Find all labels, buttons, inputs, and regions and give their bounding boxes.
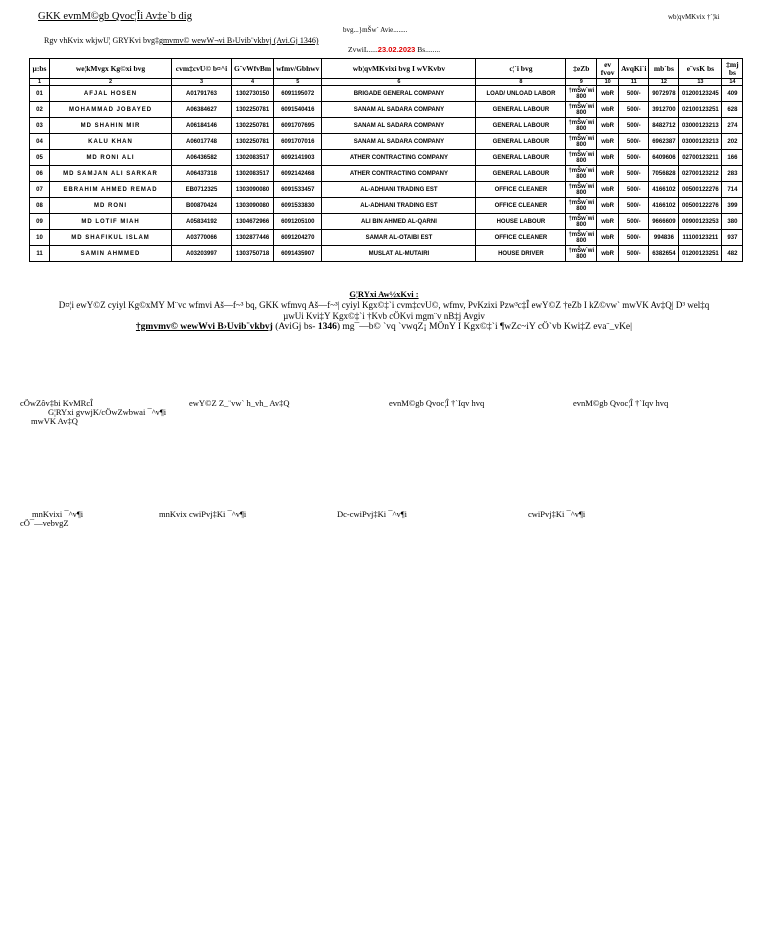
date-suffix: Bs........ [415,45,441,54]
row-serial: 02 [30,102,50,118]
agency-name-line: bvg...}mŠw` Avie........ [343,26,408,34]
row-bank-account: 02100123251 [679,102,722,118]
row-post: GENERAL LABOUR [476,166,566,182]
subject-prefix: Rgv vhKvix wkjwU¦ GRYKvi bvg‡ [44,36,159,45]
row-income-tax: 500/- [619,150,649,166]
row-worker-name: MD LOTIF MIAH [50,214,172,230]
row-house-rent: wbR [597,166,619,182]
row-employer: SANAM AL SADARA COMPANY [322,134,476,150]
row-post: OFFICE CLEANER [476,198,566,214]
row-house-rent: wbR [597,86,619,102]
row-bank-account: 11100123211 [679,230,722,246]
row-salary: †mŠw`wi 800 [566,198,597,214]
row-post: OFFICE CLEANER [476,230,566,246]
row-visa-number: 6091533830 [274,198,322,214]
row-house-rent: wbR [597,182,619,198]
row-house-rent: wbR [597,118,619,134]
table-row [30,166,743,182]
date-value: 23.02.2023 [377,45,416,54]
row-certificate-number: 4166102 [649,198,679,214]
row-serial: 10 [30,230,50,246]
row-post: GENERAL LABOUR [476,150,566,166]
subject-line [44,36,319,45]
row-salary: †mŠw`wi 800 [566,150,597,166]
row-worker-name: MD SAMJAN ALI SARKAR [50,166,172,182]
row-visa-number: 6091205100 [274,214,322,230]
col-number: 13 [679,79,722,86]
employer-country-label: wb¦qvMKvix †`¦ki [668,13,720,21]
col-header: AvqKi`i [619,59,649,79]
row-cell-number: 380 [722,214,743,230]
row-cell-number: 274 [722,118,743,134]
row-visa-advice: 1302083517 [232,166,274,182]
row-serial: 11 [30,246,50,262]
row-income-tax: 500/- [619,214,649,230]
row-income-tax: 500/- [619,182,649,198]
row-visa-advice: 1302250781 [232,118,274,134]
row-post: HOUSE LABOUR [476,214,566,230]
row-employer: SANAM AL SADARA COMPANY [322,102,476,118]
row-salary: †mŠw`wi 800 [566,182,597,198]
row-worker-name: MD RONI ALI [50,150,172,166]
row-employer: SAMAR AL-OTAIBI EST [322,230,476,246]
note-title: G¦RYxi Aw½xKvi : [349,289,419,299]
row-certificate-number: 9072978 [649,86,679,102]
row-post: GENERAL LABOUR [476,118,566,134]
sig1-line3: mwVK Av‡Q [31,416,78,426]
row-visa-advice: 1303090080 [232,198,274,214]
note-line-2: µwUi Kvi‡Y Kgx©‡`i †Kvb cÖKvi mgm¨v nB‡j Avgiv [283,311,485,321]
row-certificate-number: 6962387 [649,134,679,150]
col-header: we¦kMvgx Kg©xi bvg [50,59,172,79]
row-post: GENERAL LABOUR [476,102,566,118]
row-cell-number: 399 [722,198,743,214]
col-number: 11 [619,79,649,86]
note-agency-name: †gmvmv© wewWvi B›Uvib¨vkbvj [135,322,273,332]
row-passport-number: B00870424 [172,198,232,214]
row-worker-name: MOHAMMAD JOBAYED [50,102,172,118]
col-number: 6 [322,79,476,86]
col-header: G¨vWfvBm [232,59,274,79]
sig1-line1: cÖwZôv‡bi KvMRcÎ [20,398,93,408]
row-salary: †mŠw`wi 800 [566,166,597,182]
col-number: 3 [172,79,232,86]
row-employer: BRIGADE GENERAL COMPANY [322,86,476,102]
row-visa-advice: 1303090080 [232,182,274,198]
col-header: mb`bs [649,59,679,79]
row-bank-account: 01200123245 [679,86,722,102]
row-visa-advice: 1303750718 [232,246,274,262]
col-number: 9 [566,79,597,86]
row-serial: 09 [30,214,50,230]
row-visa-advice: 1302877446 [232,230,274,246]
row-post: GENERAL LABOUR [476,134,566,150]
row-passport-number: A06184146 [172,118,232,134]
col-number: 5 [274,79,322,86]
row-income-tax: 500/- [619,134,649,150]
proposed-label: cÖ¯—vebvgZ [20,518,69,528]
note-paragraph [16,300,752,322]
row-passport-number: A06384627 [172,102,232,118]
signature-block-3: evnM©gb Qvoc¦Î †`Iqv hvq [389,398,485,408]
row-visa-number: 6091533457 [274,182,322,198]
header-row [30,59,743,79]
table-row [30,150,743,166]
col-number: 14 [722,79,743,86]
row-visa-number: 6091195072 [274,86,322,102]
row-passport-number: EB0712325 [172,182,232,198]
table-row [30,214,743,230]
col-number: 1 [30,79,50,86]
row-cell-number: 202 [722,134,743,150]
row-salary: †mŠw`wi 800 [566,246,597,262]
col-header: e¨vsK bs [679,59,722,79]
row-cell-number: 166 [722,150,743,166]
note-line-3 [0,322,768,332]
sig1-line2: G¦RYxi gvwjK/cÖwZwbwai ¯^v¶i [48,407,167,417]
col-header: wb¦qvMKvixi bvg I wVKvbv [322,59,476,79]
row-cell-number: 482 [722,246,743,262]
row-employer: ATHER CONTRACTING COMPANY [322,150,476,166]
row-bank-account: 02700123212 [679,166,722,182]
row-salary: †mŠw`wi 800 [566,118,597,134]
row-bank-account: 03000123213 [679,134,722,150]
row-income-tax: 500/- [619,86,649,102]
row-bank-account: 01200123251 [679,246,722,262]
row-salary: †mŠw`wi 800 [566,134,597,150]
col-number: 10 [597,79,619,86]
note-line-1: D¤¦i ewY©Z cyiyl Kg©xMY M¨vc wfmvi Aš—f~³ bq, GKK wfmvq Aš—f~³| cyiyl Kgx©‡`i cvm‡cvU©, wfmv, PvKzixi Pzw³c‡Î ewY©Z †eZb I kZ©vw` mwVK Av‡Q| D³ wel‡q [58,300,710,310]
row-bank-account: 02700123211 [679,150,722,166]
row-worker-name: EBRAHIM AHMED REMAD [50,182,172,198]
row-income-tax: 500/- [619,246,649,262]
row-house-rent: wbR [597,150,619,166]
row-serial: 03 [30,118,50,134]
row-visa-number: 6091707695 [274,118,322,134]
row-worker-name: MD RONI [50,198,172,214]
row-salary: †mŠw`wi 800 [566,102,597,118]
note-license-prefix: (AviGj bs- [272,322,318,332]
signature-director: cwiPvj‡Ki ¯^v¶i [528,509,586,519]
workers-table [29,58,743,262]
row-passport-number: A01791763 [172,86,232,102]
row-passport-number: A03770066 [172,230,232,246]
col-header: c¦`i bvg [476,59,566,79]
row-visa-number: 6092141903 [274,150,322,166]
row-income-tax: 500/- [619,102,649,118]
table-row [30,118,743,134]
row-visa-number: 6091435907 [274,246,322,262]
row-visa-number: 6092142468 [274,166,322,182]
row-passport-number: A03203997 [172,246,232,262]
row-cell-number: 714 [722,182,743,198]
date-label: ZvwiL..... [348,45,378,54]
note-license-number: 1346 [317,322,337,332]
row-employer: MUSLAT AL-MUTAIRI [322,246,476,262]
row-income-tax: 500/- [619,230,649,246]
row-house-rent: wbR [597,134,619,150]
row-visa-number: 6091540416 [274,102,322,118]
row-post: HOUSE DRIVER [476,246,566,262]
row-passport-number: A05834192 [172,214,232,230]
row-house-rent: wbR [597,102,619,118]
row-salary: †mŠw`wi 800 [566,230,597,246]
row-visa-advice: 1302730150 [232,86,274,102]
table-row [30,246,743,262]
col-number: 2 [50,79,172,86]
col-number: 8 [476,79,566,86]
table-row [30,86,743,102]
row-certificate-number: 4166102 [649,182,679,198]
row-serial: 04 [30,134,50,150]
note-undertaking: ) mg¯—b© `vq `vwqZ¡ MÖnY I Kgx©‡`i ¶wZc~iY cÖ`vb Kwi‡Z eva¨_vKe| [336,322,633,332]
signature-block-4: evnM©gb Qvoc¦Î †`Iqv hvq [573,398,669,408]
row-certificate-number: 8482712 [649,118,679,134]
row-serial: 06 [30,166,50,182]
row-serial: 08 [30,198,50,214]
row-income-tax: 500/- [619,198,649,214]
row-serial: 01 [30,86,50,102]
row-employer: AL-ADHIANI TRADING EST [322,198,476,214]
row-worker-name: SAMIN AHMMED [50,246,172,262]
signature-assistant [20,510,83,528]
row-employer: ALI BIN AHMED AL-QARNI [322,214,476,230]
row-cell-number: 409 [722,86,743,102]
row-worker-name: MD SHAFIKUL ISLAM [50,230,172,246]
col-header: ‡mj bs [722,59,743,79]
row-serial: 07 [30,182,50,198]
row-worker-name: AFJAL HOSEN [50,86,172,102]
row-passport-number: A06436582 [172,150,232,166]
row-income-tax: 500/- [619,118,649,134]
row-bank-account: 00900123253 [679,214,722,230]
row-worker-name: MD SHAHIN MIR [50,118,172,134]
row-bank-account: 00500122276 [679,182,722,198]
row-bank-account: 03000123213 [679,118,722,134]
row-visa-number: 6091204270 [274,230,322,246]
row-employer: ATHER CONTRACTING COMPANY [322,166,476,182]
form-title: GKK evmM©gb Qvoc¦Îi Av‡e`b dig [38,11,192,22]
table-row [30,182,743,198]
row-house-rent: wbR [597,230,619,246]
row-certificate-number: 994836 [649,230,679,246]
agency-name: gmvmv© wewW¬vi B›Uvib¨vkbvj (Avi.Gj 1346) [158,36,319,45]
assistant-sign-label: mnKvixi ¯^v¶i [32,509,84,519]
row-visa-advice: 1304672966 [232,214,274,230]
row-visa-advice: 1302250781 [232,134,274,150]
row-certificate-number: 6382654 [649,246,679,262]
table-row [30,198,743,214]
row-certificate-number: 9666609 [649,214,679,230]
row-employer: AL-ADHIANI TRADING EST [322,182,476,198]
row-passport-number: A06017748 [172,134,232,150]
date-line [348,45,440,54]
col-header: ev fvov [597,59,619,79]
row-worker-name: KALU KHAN [50,134,172,150]
col-number: 12 [649,79,679,86]
row-bank-account: 00500122276 [679,198,722,214]
row-certificate-number: 6409606 [649,150,679,166]
row-cell-number: 628 [722,102,743,118]
col-number: 4 [232,79,274,86]
row-cell-number: 283 [722,166,743,182]
row-house-rent: wbR [597,198,619,214]
row-passport-number: A06437318 [172,166,232,182]
row-visa-advice: 1302250781 [232,102,274,118]
row-certificate-number: 7056828 [649,166,679,182]
row-visa-number: 6091707016 [274,134,322,150]
row-income-tax: 500/- [619,166,649,182]
row-house-rent: wbR [597,246,619,262]
row-salary: †mŠw`wi 800 [566,86,597,102]
signature-block-2: ewY©Z Z_¨vw` h_vh_ Av‡Q [189,398,290,408]
table-row [30,230,743,246]
signature-assistant-director: mnKvix cwiPvj‡Ki ¯^v¶i [159,509,247,519]
row-visa-advice: 1302083517 [232,150,274,166]
row-post: OFFICE CLEANER [476,182,566,198]
col-header: ‡eZb [566,59,597,79]
row-employer: SANAM AL SADARA COMPANY [322,118,476,134]
signature-deputy-director: Dc-cwiPvj‡Ki ¯^v¶i [337,509,407,519]
table-row [30,134,743,150]
row-cell-number: 937 [722,230,743,246]
column-number-row [30,79,743,86]
row-serial: 05 [30,150,50,166]
row-house-rent: wbR [597,214,619,230]
row-post: LOAD/ UNLOAD LABOR [476,86,566,102]
col-header: cvm‡cvU© b¤^i [172,59,232,79]
signature-block-1 [20,399,166,426]
row-salary: †mŠw`wi 800 [566,214,597,230]
table-row [30,102,743,118]
row-certificate-number: 3912700 [649,102,679,118]
col-header: wfmv/Gbhwv [274,59,322,79]
col-header: µ:bs [30,59,50,79]
